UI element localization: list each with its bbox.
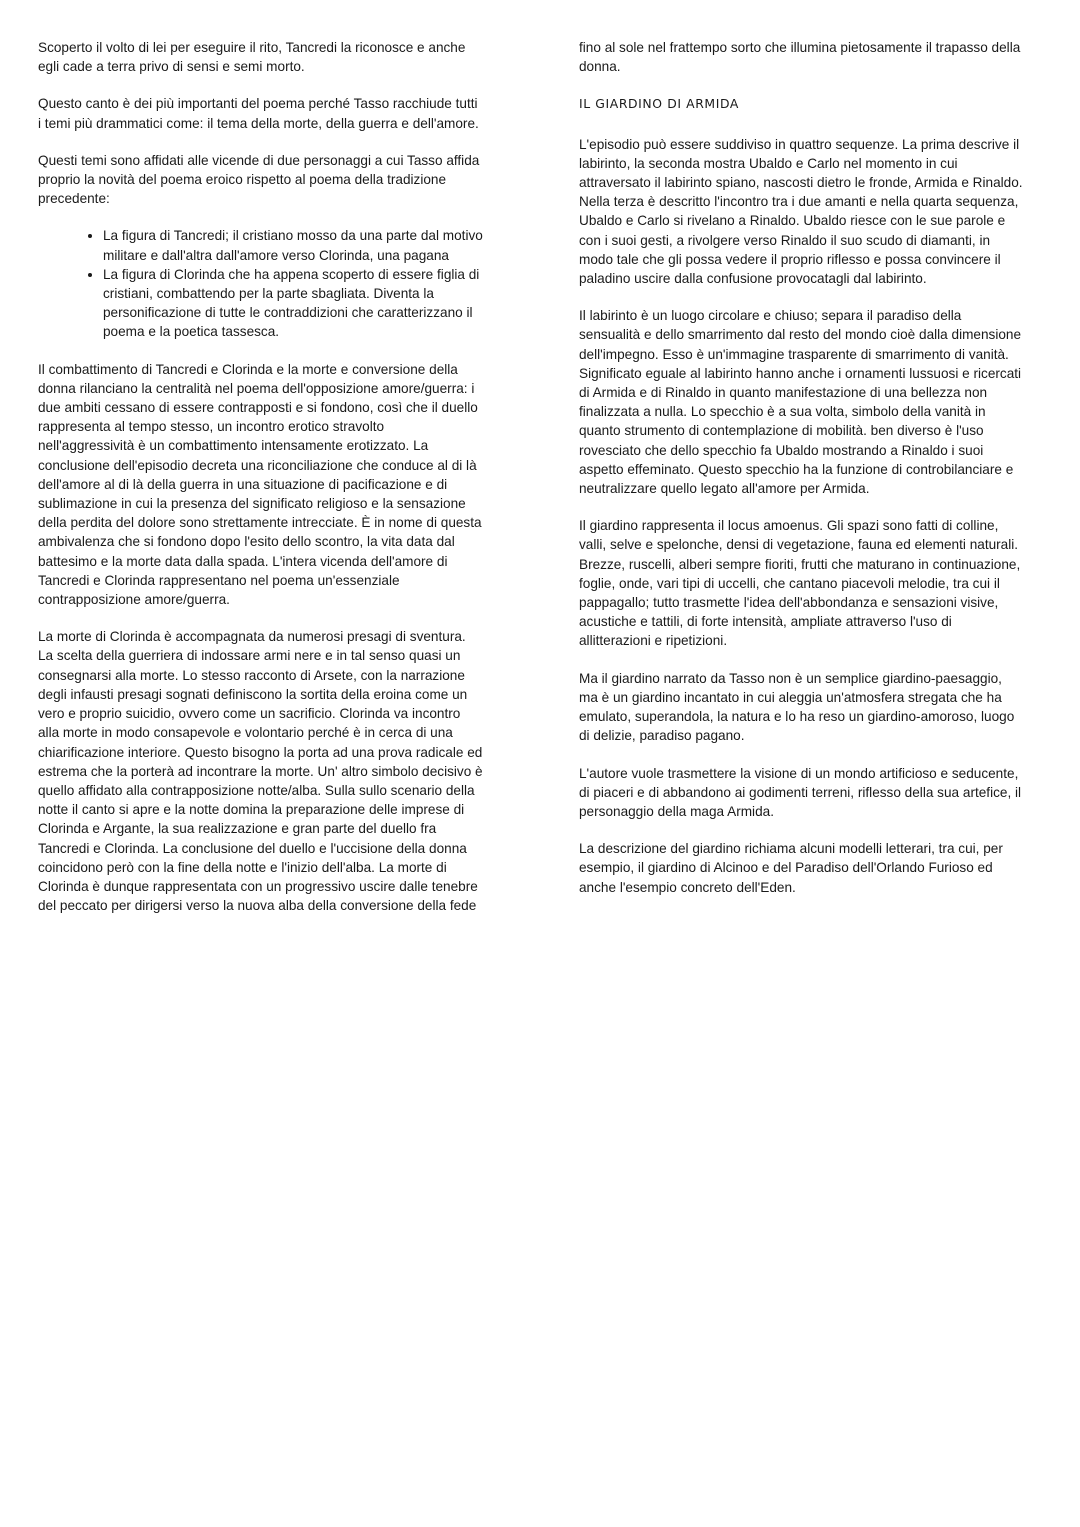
paragraph: L'episodio può essere suddiviso in quattro sequenze. La prima descrive il labirinto, la seconda mostra Ubaldo e Carlo nel momento in cui attraversato il labirinto spiano, nascosti dietro le fronde, Armida e Rinaldo. Nella terza è descritto l'incontro tra i due amanti e nella quarta sequenza, Ubaldo e Carlo si rivelano a Rinaldo. Ubaldo riesce con le sue parole e con i suoi gesti, a rivolgere verso Rinaldo il suo scudo di diamanti, in modo tale che gli possa vedere il proprio riflesso e possa convincere il paladino uscire dalla confusione provocatagli dal labirinto. — [579, 136, 1023, 287]
paragraph: La descrizione del giardino richiama alcuni modelli letterari, tra cui, per esempio, il giardino di Alcinoo e del Paradiso dell'Orlando Furioso ed anche l'esempio concreto dell'Eden. — [579, 841, 1003, 895]
bullet-list — [38, 226, 518, 341]
paragraph: fino al sole nel frattempo sorto che illumina pietosamente il trapasso della donna. — [579, 40, 1021, 75]
paragraph: Il giardino rappresenta il locus amoenus. Gli spazi sono fatti di colline, valli, selve e spelonche, densi di vegetazione, fauna ed elementi naturali. Brezze, ruscelli, alberi sempre fioriti, frutti che maturano in continuazione, foglie, onde, vari tipi di uccelli, che cantano piacevoli melodie, tra cui il pappagallo; tutto trasmette l'idea dell'abbondanza e sensazioni visive, acustiche e tattili, di forte intensità, ampliate attraverso l'uso di allitterazioni e ripetizioni. — [579, 518, 1021, 649]
paragraph: Il combattimento di Tancredi e Clorinda e la morte e conversione della donna rilanciano la centralità nel poema dell'opposizione amore/guerra: i due ambiti cessano di essere contrapposti e si fondono, così che il duello rappresenta al tempo stesso, un incontro erotico stravolto nell'aggressività è un combattimento intensamente erotizzato. La conclusione dell'episodio decreta una riconciliazione che conduce al di là dell'amore al di là della guerra in una situazione di pacificazione e di sublimazione in cui la presenza del significato religioso e la sensazione della perdita del dolore sono strettamente intrecciate. È in nome di questa ambivalenza che si fondono dopo l'esito dello scontro, la vita data dal battesimo e la morte data dalla spada. L'intera vicenda dell'amore di Tancredi e Clorinda rappresentano nel poema un'essenziale contrapposizione amore/guerra. — [38, 361, 482, 608]
right-column — [579, 38, 1057, 915]
paragraph: L'autore vuole trasmettere la visione di un mondo artificioso e seducente, di piaceri e di abbandono ai godimenti terreni, riflesso della sua artefice, il personaggio della maga Armida. — [579, 765, 1022, 819]
paragraph: La morte di Clorinda è accompagnata da numerosi presagi di sventura. La scelta della guerriera di indossare armi nere e in tal senso quasi un consegnarsi alla morte. Lo stesso racconto di Arsete, con la narrazione degli infausti presagi sognati definiscono la sortita della eroina come un vero e proprio suicidio, ovvero come un sacrificio. Clorinda va incontro alla morte in modo consapevole e volontario perché è in cerca di una chiarificazione interiore. Questo bisogno la porta ad una prova radicale ed estrema che la porterà ad incontrare la morte. Un' altro simbolo decisivo è quello affidato alla contrapposizione notte/alba. Sulla sullo scenario della notte il canto si apre e la notte domina la preparazione delle imprese di Clorinda e Argante, la sua realizzazione e gran parte del duello fra Tancredi e Clorinda. La conclusione del duello e l'uccisione della donna coincidono però con la fine della notte e l'inizio dell'alba. La morte di Clorinda è dunque rappresentata con un progressivo uscire dalle tenebre del peccato per dirigersi verso la nuova alba della conversione della fede — [38, 629, 483, 914]
paragraph: Questi temi sono affidati alle vicende di due personaggi a cui Tasso affida proprio la novità del poema eroico rispetto al poema della tradizione precedente: — [38, 152, 480, 207]
list-item: • La figura di Clorinda che ha appena scoperto di essere figlia di cristiani, combattendo per la parte sbagliata. Diventa la personificazione di tutte le contraddizioni che caratterizzano il poema e la poetica tassesca. — [103, 265, 518, 342]
left-column — [38, 38, 518, 933]
paragraph: Ma il giardino narrato da Tasso non è un semplice giardino-paesaggio, ma è un giardino incantato in cui aleggia un'atmosfera stregata che ha emulato, superandola, la natura e lo ha reso un giardino-amoroso, luogo di delizie, paradiso pagano. — [579, 670, 1015, 744]
list-item: • La figura di Tancredi; il cristiano mosso da una parte dal motivo militare e dall'altra dall'amore verso Clorinda, una pagana — [103, 226, 518, 264]
paragraph: Questo canto è dei più importanti del poema perché Tasso racchiude tutti i temi più drammatici come: il tema della morte, della guerra e dell'amore. — [38, 96, 479, 131]
section-heading: IL GIARDINO DI ARMIDA — [579, 96, 739, 112]
paragraph: Scoperto il volto di lei per eseguire il rito, Tancredi la riconosce e anche egli cade a terra privo di sensi e semi morto. — [38, 40, 466, 75]
paragraph: Il labirinto è un luogo circolare e chiuso; separa il paradiso della sensualità e dello smarrimento dal resto del mondo cioè dalla dimensione dell'impegno. Esso è un'immagine trasparente di smarrimento di vanità. Significato eguale al labirinto hanno anche i ornamenti lussuosi e ricercati di Armida e di Rinaldo in quanto manifestazione di una bellezza non finalizzata a nulla. Lo specchio è a sua volta, simbolo della vanità in quanto strumento di contemplazione di mobilità. ben diverso è l'uso rovesciato che dello specchio fa Ubaldo mostrando a Rinaldo i suoi aspetto effeminato. Questo specchio ha la funzione di controbilanciare e neutralizzare quello legato all'amore per Armida. — [579, 308, 1022, 497]
